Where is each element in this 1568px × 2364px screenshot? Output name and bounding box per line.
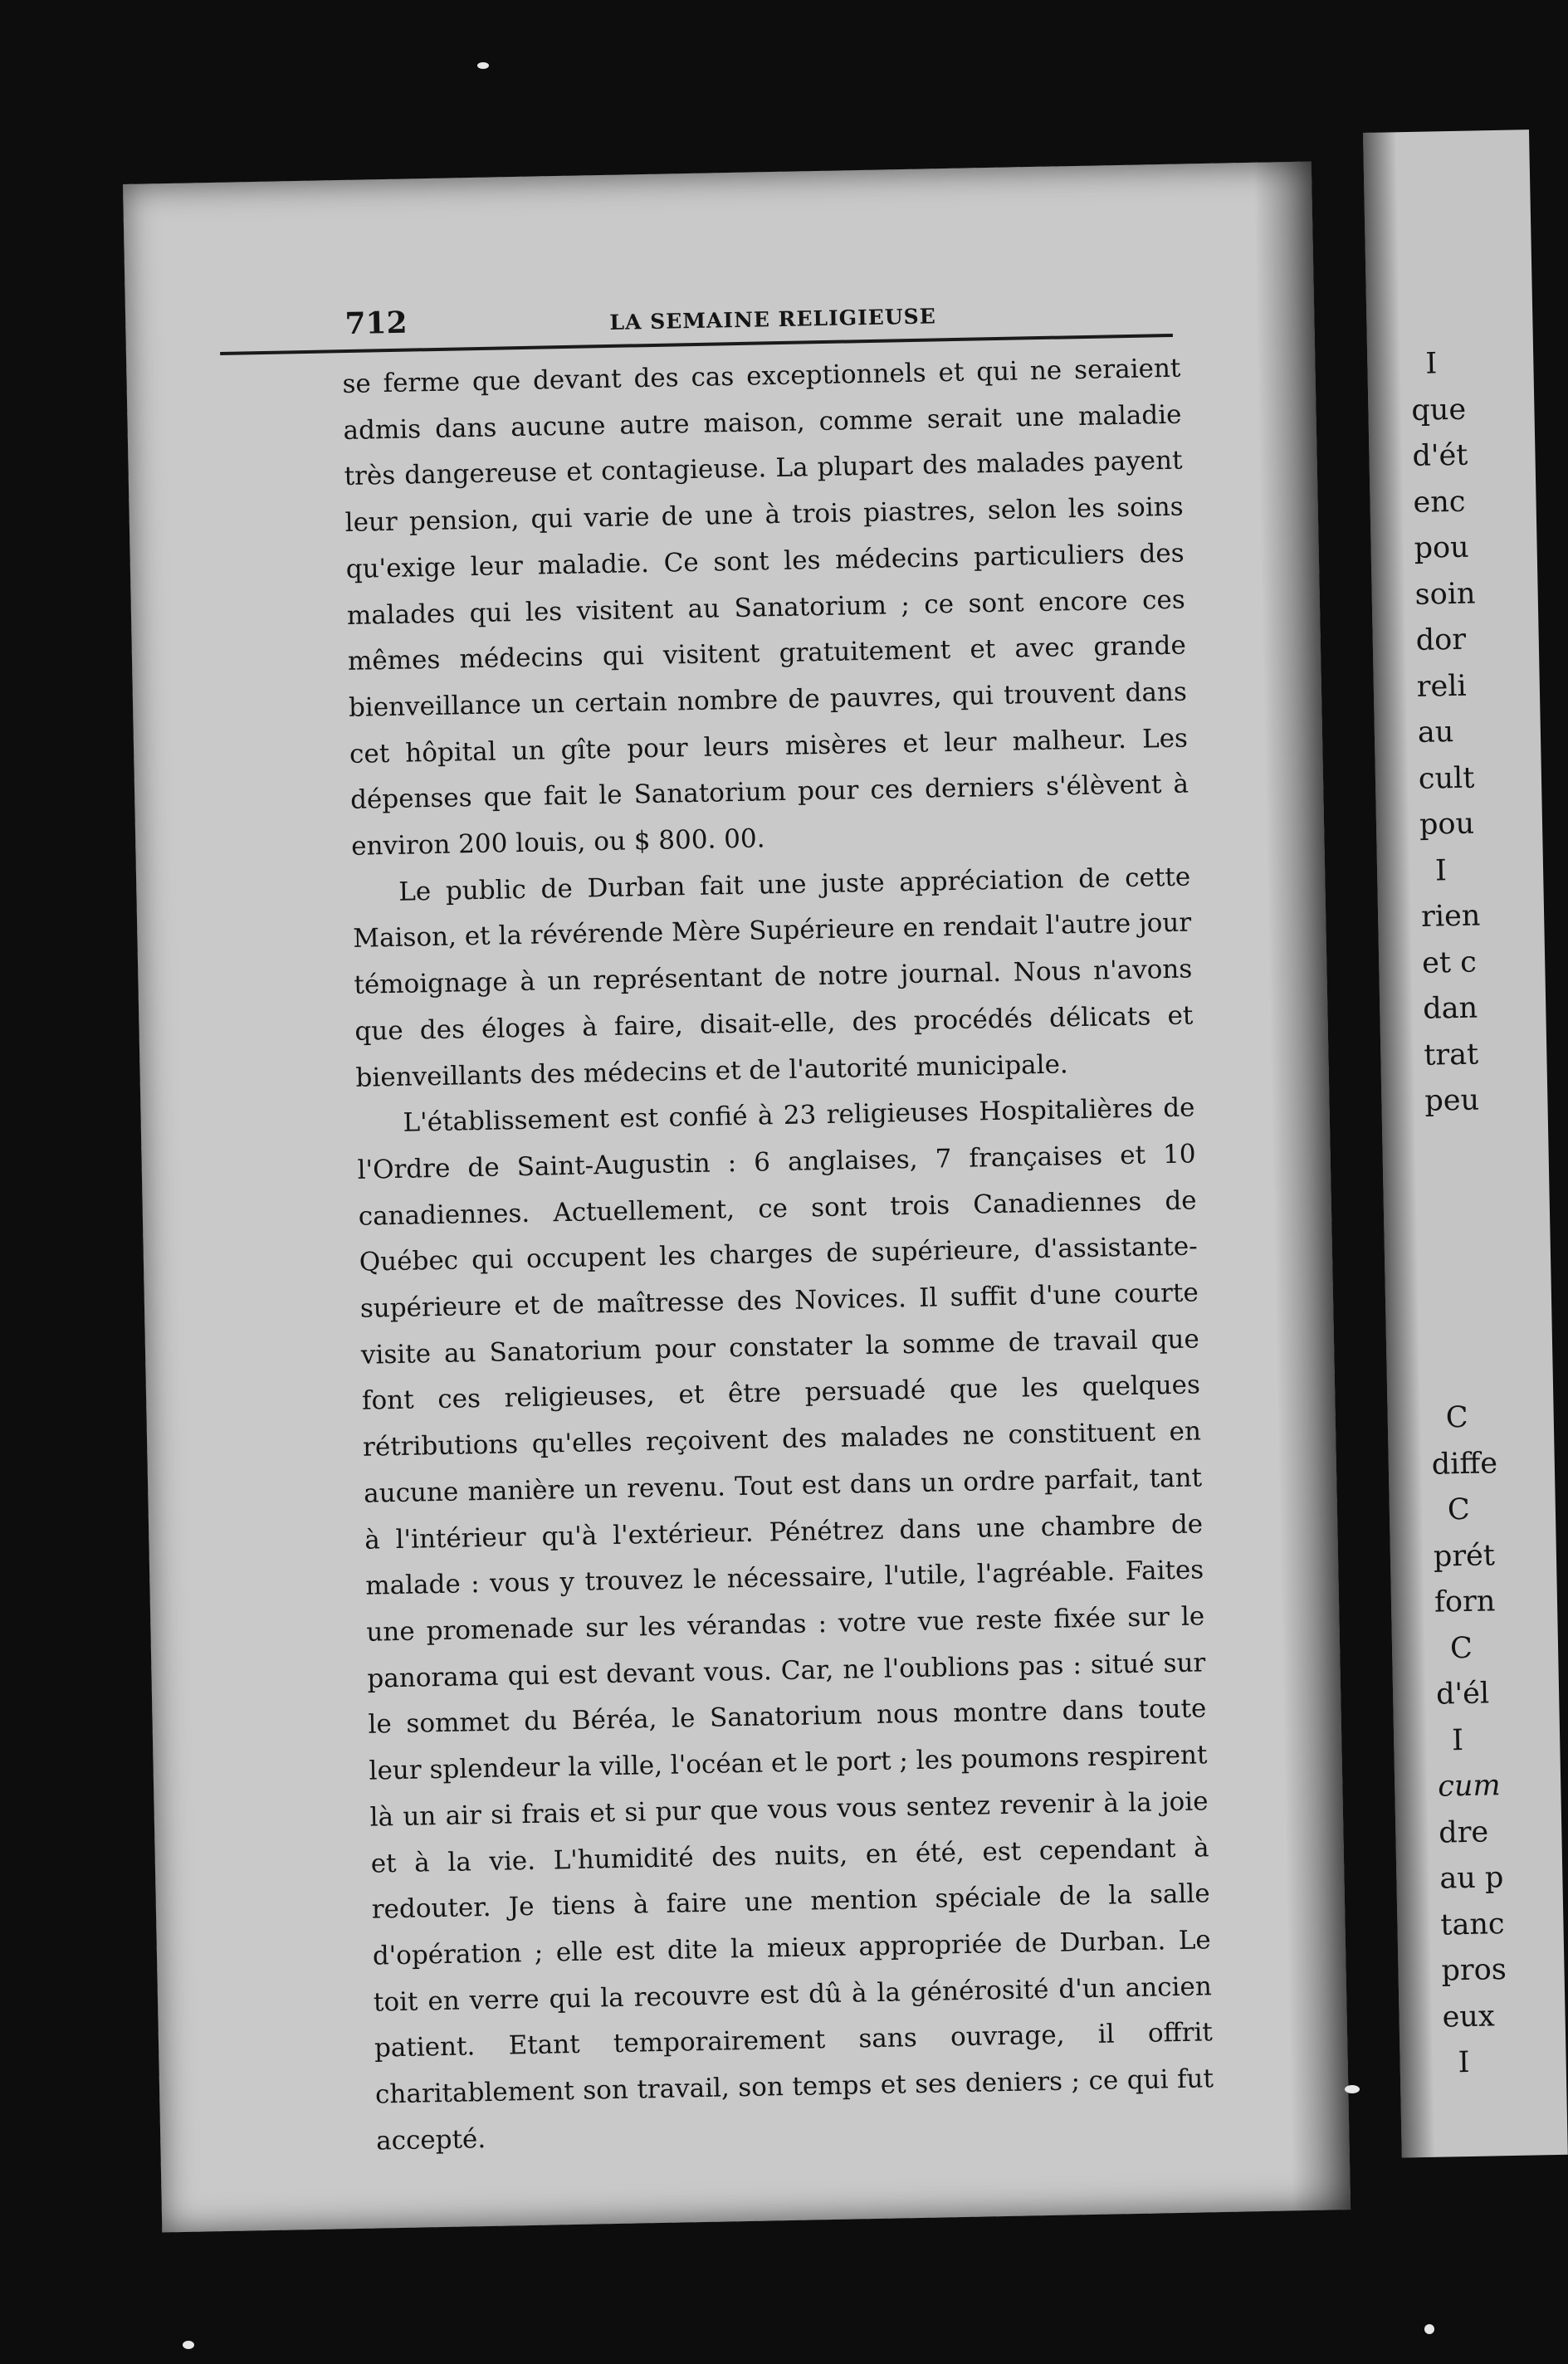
facing-page-fragment [1363, 129, 1568, 2157]
facing-page-text-fragment: rien [1420, 899, 1481, 934]
dust-speck [1424, 2324, 1434, 2334]
page-number: 712 [344, 305, 408, 342]
facing-page-text-fragment: trat [1423, 1038, 1479, 1072]
facing-page-text-fragment: cult [1418, 761, 1475, 796]
facing-page-text-fragment: reli [1416, 669, 1468, 704]
facing-page-text-fragment: I [1434, 853, 1448, 887]
facing-page-text-fragment: et c [1421, 945, 1478, 980]
facing-page-text-fragment: dre [1438, 1815, 1489, 1850]
facing-page-text-fragment: au p [1439, 1861, 1504, 1896]
body-text [342, 346, 1215, 2165]
facing-page-text-fragment: dan [1422, 991, 1478, 1026]
running-title: LA SEMAINE RELIGIEUSE [609, 304, 937, 335]
facing-page-text-fragment: pros [1441, 1953, 1507, 1988]
dust-speck [1345, 2085, 1360, 2093]
paragraph: se ferme que devant des cas exceptionnels et qui ne seraient admis dans aucune autre maison, comme serait une maladie très dangereuse et contagieuse. La plupart des malades payent leur pension, qui varie de une à trois piastres, selon les soins qu'exige leur maladie. Ce sont les médecins particuliers des malades qui les visitent au Sanatorium ; ce sont encore ces mêmes médecins qui visitent gratuitement et avec grande bienveillance un certain nombre de pauvres, qui trouvent dans cet hôpital un gîte pour leurs misères et leur malheur. Les dépenses que fait le Sanatorium pour ces derniers s'élèvent à environ 200 louis, ou $ 800. 00. [342, 353, 1189, 862]
facing-page-text-fragment: enc [1413, 485, 1466, 520]
facing-page-text-fragment: pou [1419, 807, 1475, 842]
paragraph: L'établissement est confié à 23 religieuses Hospitalières de l'Ordre de Saint-Augustin : 6 anglaises, 7 françaises et 10 canadiennes. Actuellement, ce sont trois Canadiennes de Québec qui occupent les charges de supérieure, d'assistante-supérieure et de maîtresse des Novices. Il suffit d'une courte visite au Sanatorium pour constater la somme de travail que font ces religieuses, et être persuadé que les quelques rétributions qu'elles reçoivent des malades ne constituent en aucune manière un revenu. Tout est dans un ordre parfait, tant à l'intérieur qu'à l'extérieur. Pénétrez dans une chambre de malade : vous y trouvez le nécessaire, l'utile, l'agréable. Faites une promenade sur les vérandas : votre vue reste fixée sur le panorama qui est devant vous. Car, ne l'oublions pas : situé sur le sommet du Béréa, le Sanatorium nous montre dans toute leur splendeur la ville, l'océan et le port ; les poumons respirent là un air si frais et si pur que vous vous sentez revenir à la joie et à la vie. L'humidité des nuits, en été, est cependant à redouter. Je tiens à faire une mention spéciale de la salle d'opération ; elle est dite la mieux appropriée de Durban. Le toit en verre qui la recouvre est dû à la générosité d'un ancien patient. Etant temporairement sans ouvrage, il offrit charitablement son travail, son temps et ses deniers ; ce qui fut accepté. [357, 1092, 1214, 2156]
facing-page-text-fragment: d'ét [1412, 438, 1468, 473]
facing-page-text-fragment: soin [1414, 577, 1476, 612]
facing-page-text-fragment: C [1445, 1400, 1468, 1435]
facing-page-text-fragment: I [1458, 2045, 1470, 2080]
facing-page-text-fragment: d'él [1435, 1677, 1490, 1712]
facing-page-text-fragment: au [1417, 716, 1454, 750]
facing-page-text-fragment: I [1451, 1723, 1464, 1757]
dust-speck [183, 2341, 194, 2349]
facing-page-text-fragment: C [1447, 1492, 1471, 1527]
facing-page-text-fragment: forn [1434, 1585, 1496, 1619]
facing-page-text-fragment: peu [1424, 1083, 1480, 1118]
paragraph: Le public de Durban fait une juste appréciation de cette Maison, et la révérende Mère Supérieure en rendait l'autre jour témoignage à un représentant de notre journal. Nous n'avons que des éloges à faire, disait-elle, des procédés délicats et bienveillants des médecins et de l'autorité municipale. [353, 862, 1194, 1093]
facing-page-text-fragment: eux [1442, 1999, 1495, 2034]
facing-page-text-fragment: I [1424, 347, 1438, 381]
facing-page-text-fragment: cum [1437, 1769, 1501, 1804]
facing-page-text-fragment: que [1411, 393, 1467, 427]
facing-page-text-fragment: pou [1414, 530, 1470, 565]
facing-page-text-fragment: tanc [1440, 1907, 1505, 1942]
dust-speck [477, 62, 489, 69]
facing-page-text-fragment: C [1449, 1631, 1473, 1665]
facing-page-text-fragment: dor [1415, 623, 1467, 657]
facing-page-text-fragment: diffe [1431, 1446, 1498, 1482]
facing-page-top-fragments [1363, 129, 1529, 1118]
facing-page-text-fragment: prét [1433, 1538, 1496, 1574]
